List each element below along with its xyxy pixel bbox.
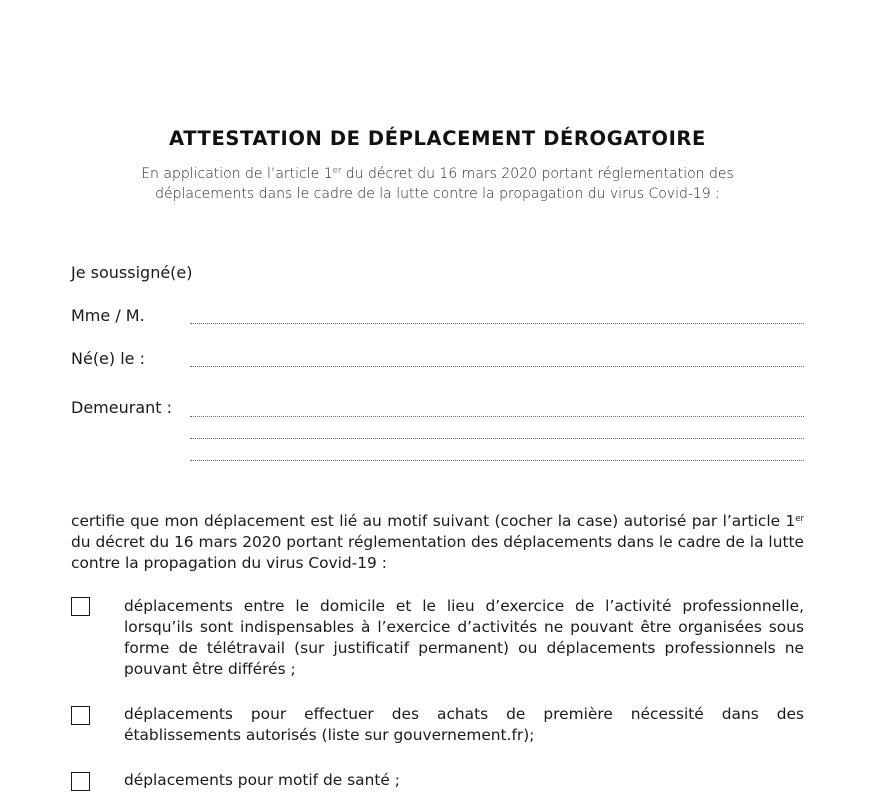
- checkbox-purchases[interactable]: [71, 706, 90, 725]
- document-title: ATTESTATION DE DÉPLACEMENT DÉROGATOIRE: [169, 127, 706, 150]
- document-subtitle: [90, 164, 785, 204]
- address-field-line-3[interactable]: [190, 460, 804, 461]
- birth-date-field[interactable]: [190, 366, 804, 367]
- name-label: Mme / M.: [71, 306, 145, 325]
- subtitle-text-start: En application de l’article 1: [141, 166, 333, 182]
- address-label: Demeurant :: [71, 398, 173, 417]
- subtitle-text-line2: déplacements dans le cadre de la lutte contre la propagation du virus Covid-19 :: [155, 186, 720, 202]
- checkbox-health[interactable]: [71, 772, 90, 791]
- name-field[interactable]: [190, 323, 804, 324]
- address-field-line-2[interactable]: [190, 438, 804, 439]
- address-field-line-1[interactable]: [190, 416, 804, 417]
- certify-text-start: certifie que mon déplacement est lié au motif suivant (cocher la case) autorisé par l’article 1: [71, 512, 796, 530]
- option-professional-text: déplacements entre le domicile et le lieu d’exercice de l’activité professionnelle, lorsqu’ils sont indispensables à l’exercice d’activités ne pouvant être organisées sous forme de télétravail (sur justificatif permanent) ou déplacements professionnels ne pouvant être différés ;: [124, 597, 804, 678]
- checkbox-professional[interactable]: [71, 597, 90, 616]
- subtitle-text-line1-end: du décret du 16 mars 2020 portant réglementation des: [341, 166, 734, 182]
- option-purchases-text: déplacements pour effectuer des achats de première nécessité dans des établissements autorisés (liste sur gouvernement.fr);: [124, 705, 804, 744]
- birth-date-label: Né(e) le :: [71, 349, 145, 368]
- certification-paragraph: [71, 511, 804, 574]
- certify-text-end: du décret du 16 mars 2020 portant réglementation des déplacements dans le cadre de la lutte contre la propagation du virus Covid-19 :: [71, 533, 804, 572]
- certify-superscript: er: [795, 514, 804, 524]
- intro-label: Je soussigné(e): [71, 263, 193, 282]
- subtitle-superscript: er: [332, 166, 342, 176]
- option-health-text: déplacements pour motif de santé ;: [124, 771, 400, 789]
